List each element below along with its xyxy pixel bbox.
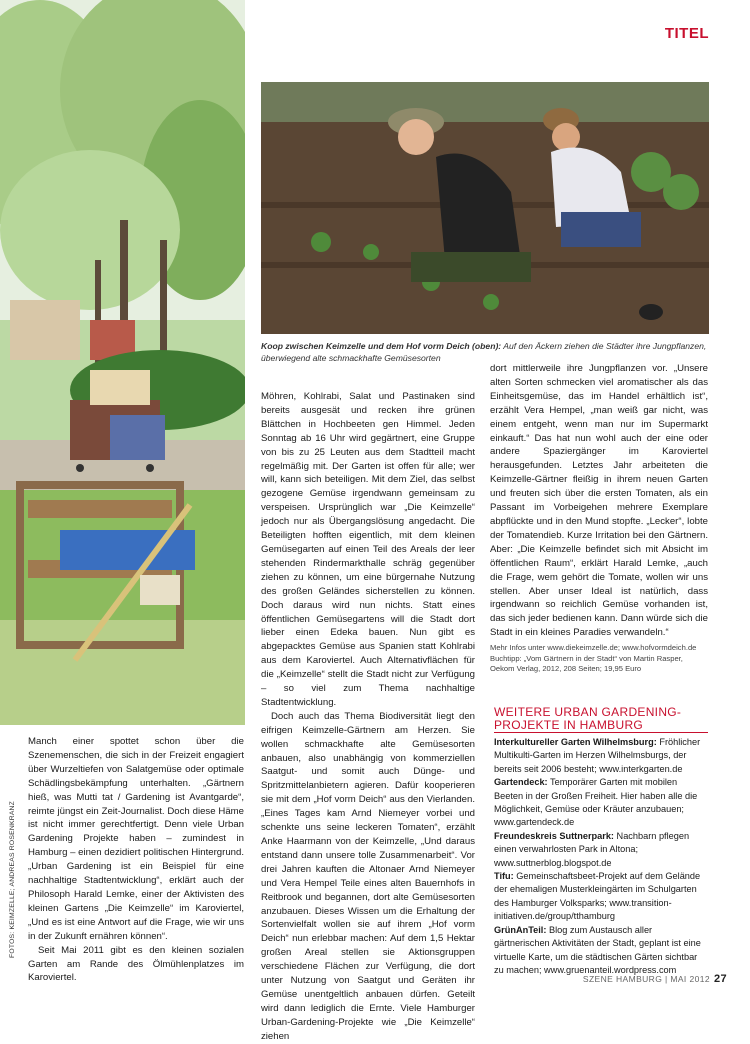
project-name: Gartendeck:	[494, 777, 548, 788]
photo-caption	[261, 340, 709, 364]
footer-text: SZENE HAMBURG | MAI 2012	[582, 974, 710, 984]
project-item	[494, 830, 708, 870]
paragraph: Seit Mai 2011 gibt es den kleinen sozialen Garten am Rande des Ölmühlenplatzes im Karoviertel.	[28, 944, 244, 984]
article-column-2	[261, 390, 475, 1044]
section-label: TITEL	[664, 25, 709, 42]
project-text: Fröhlicher Multikulti-Garten im Herzen Wilhelmsburgs, der bereits seit 2006 besteht; www.interkgarten.de	[494, 737, 701, 774]
project-item	[494, 870, 708, 924]
caption-text: Auf den Äckern ziehen die Städter ihre Jungpflanzen, überwiegend alte schmackhafte Gemüsesorten	[261, 341, 707, 363]
paragraph: Doch auch das Thema Biodiversität liegt den eifrigen Keimzelle-Gärtnern am Herzen. Sie wollen schmackhafte alte Gemüsesorten anbauen, also unabhängig von kommerziellen Saatgut- und somit auch Dünge- und Spritzmittelanbietern agieren. Dafür kooperieren sie mit dem „Hof vorm Deich“ aus den Vierlanden. „Eines Tages kam Arnd Niemeyer vorbei und schenkte uns seine leckeren Tomaten“, erzählt Anke Haarmann von der Keimzelle, „Und daraus entstand dann unsere tolle Zusammenarbeit“. Vor drei Jahren kauften die Altonaer Arnd Niemeyer und Vera Hempel Teile eines alten Bauernhofs in Reitbrook und begannen, dort alte Gemüsesorten anzubauen. Dieses Wissen um die Erhaltung der Sortenvielfalt wollen sie auf ihrem „Hof vorm Deich“ nun erlebbar machen: Auf dem 1,5 Hektar großen Areal stellen sie Aktionsgruppen verschiedene Flächen zur Verfügung, die dort unter Nutzung von Saatgut und Geräten ihr Gemüse unentgeltlich anbauen dürfen. Geteilt wird dann lediglich die Ernte. Viele Hamburger Urban-Gardening-Projekte wie „Die Keimzelle“ ziehen	[261, 710, 475, 1042]
paragraph: dort mittlerweile ihre Jungpflanzen vor. „Unsere alten Sorten schmecken viel aromatischer als das Einheitsgemüse, das im Handel erhältlich ist“, erzählt Vera Hempel, „man weiß gar nicht, was einem entgeht, wenn man nur im Supermarkt einkauft.“ Das hat nun wohl auch der eine oder andere Spaziergänger im Karoviertel herausgefunden. Letztes Jahr arbeiteten die Keimzelle-Gärtner fleißig in ihrem neuen Garten und freuten sich über die ersten Tomaten, als ein Passant im Vorbeigehen mehrere Exemplare abpflückte und in den Mund stopfte. „Lecker“, lobte der Tomatendieb. Kurze Irritation bei den Gärtnern. Aber: „Die Keimzelle befindet sich mit Absicht im öffentlichen Raum“, erklärt Harald Lemke, „auch die Frage, wem gehört die Tomate, wollen wir uns stellen. Aber unser Ideal ist natürlich, dass irgendwann so reichlich Gemüse vorhanden ist, das sich jeder bedienen kann. Dann würde sich die Stadt in ein kleines Paradies verwandeln.“	[490, 363, 708, 639]
gardeners-photo	[261, 82, 709, 334]
box-divider	[494, 732, 708, 733]
project-text: Gemeinschaftsbeet-Projekt auf dem Gelände der ehemaligen Musterkleingärten im Schulgarten des Hamburger Volksparks; www.transition-initiativen.de/group/tthamburg	[494, 871, 701, 922]
page-footer	[583, 973, 727, 985]
paragraph: Manch einer spottet schon über die Szenemenschen, die sich in der Freizeit engagiert über Wurzeltiefen von Salatgemüse oder optimale Schädlingsbekämpfung unterhalten. „Gärtnern hieß, was Mutti tat / Gardening ist Avantgarde“, reimte jüngst ein Zeit-Journalist. Doch diese Häme ist nicht immer gerechtfertigt. Denn viele Urban Gardening Projekte haben – zumindest in Hamburg – einen dezidiert politischen Hintergrund. „Urban Gardening ist ein Beispiel für eine nachhaltige Stadtentwicklung“, erklärt auch der Philosoph Harald Lemke, einer der Aktivisten des kleinen Gartens „Die Keimzelle“ im Karoviertel, „Und es ist eine Antwort auf die Frage, wie wir uns in der Zukunft ernähren können“.	[28, 736, 244, 942]
photo-credit: FOTOS: KEIMZELLE; ANDREAS ROSENKRANZ	[9, 800, 16, 958]
paragraph: Möhren, Kohlrabi, Salat und Pastinaken sind bereits ausgesät und recken ihre grünen Blättchen in Hochbeeten gen Himmel. Jeden Sonntag ab 16 Uhr wird gegärtnert, eine Gruppe von bis zu 25 Leuten aus dem Stadtteil macht regelmäßig mit. Der Garten ist offen für alle; wer will, kann sich beteiligen. Mit dem Ziel, das selbst gezogene Gemüse irgendwann gemeinsam zu verspeisen. Ursprünglich war „Die Keimzelle“ jedoch nur als Übergangslösung angedacht. Die Beteiligten hofften eigentlich, mit dem kleinen Gemüsegarten auf einen Teil des Areals der leer stehenden Rindermarkthalle schräg gegenüber ziehen zu können, um eine bürgernahe Nutzung des großen Geländes sicherstellen zu können. Doch daraus wird nun nichts. Statt eines öffentlichen Gemüsegartens will die Stadt dort lieber einen Edeka bauen. Nun gibt es abgepacktes Gemüse aus Spanien statt Kohlrabi aus dem Karoviertel. Auch Alternativflächen für die „Keimzelle“ stellt die Stadt nicht zur Verfügung – so viel zum Thema nachhaltige Stadtentwicklung.	[261, 391, 475, 708]
project-item	[494, 736, 708, 776]
project-name: Freundeskreis Suttnerpark:	[494, 830, 614, 841]
project-name: Interkultureller Garten Wilhelmsburg:	[494, 737, 657, 747]
project-text: Nachbarn pflegen einen verwahrlosten Park in Altona; www.suttnerblog.blogspot.de	[494, 830, 690, 868]
box-title: WEITERE URBAN GARDENING-PROJEKTE IN HAMBURG	[494, 705, 682, 732]
project-text: Blog zum Austausch aller gärtnerischen Aktivitäten der Stadt, geplant ist eine virtuelle Karte, um die städtischen Gärten sichtbar zu machen; www.gruenanteil.wordpress.com	[494, 924, 701, 975]
article-column-3	[490, 362, 708, 640]
project-item	[494, 776, 708, 830]
project-item	[494, 924, 708, 978]
more-info-note: Mehr Infos unter www.diekeimzelle.de; www.hofvormdeich.de Buchtipp: „Vom Gärtnern in der Stadt“ von Martin Rasper, Oekom Verlag, 2012, 208 Seiten; 19,95 Euro	[490, 643, 697, 674]
projects-box	[494, 736, 708, 977]
page-number: 27	[713, 973, 727, 985]
caption-title: Koop zwischen Keimzelle und dem Hof vorm Deich (oben):	[261, 341, 502, 351]
project-name: GrünAnTeil:	[494, 924, 547, 935]
project-text: Temporärer Garten mit mobilen Beeten in der Großen Freiheit. Hier haben alle die Möglichkeit, Gemüse oder Kräuter anzubauen; www.gartendeck.de	[494, 777, 698, 828]
article-column-1	[28, 735, 244, 985]
project-name: Tifu:	[494, 871, 514, 882]
garden-photo-left	[0, 0, 245, 725]
